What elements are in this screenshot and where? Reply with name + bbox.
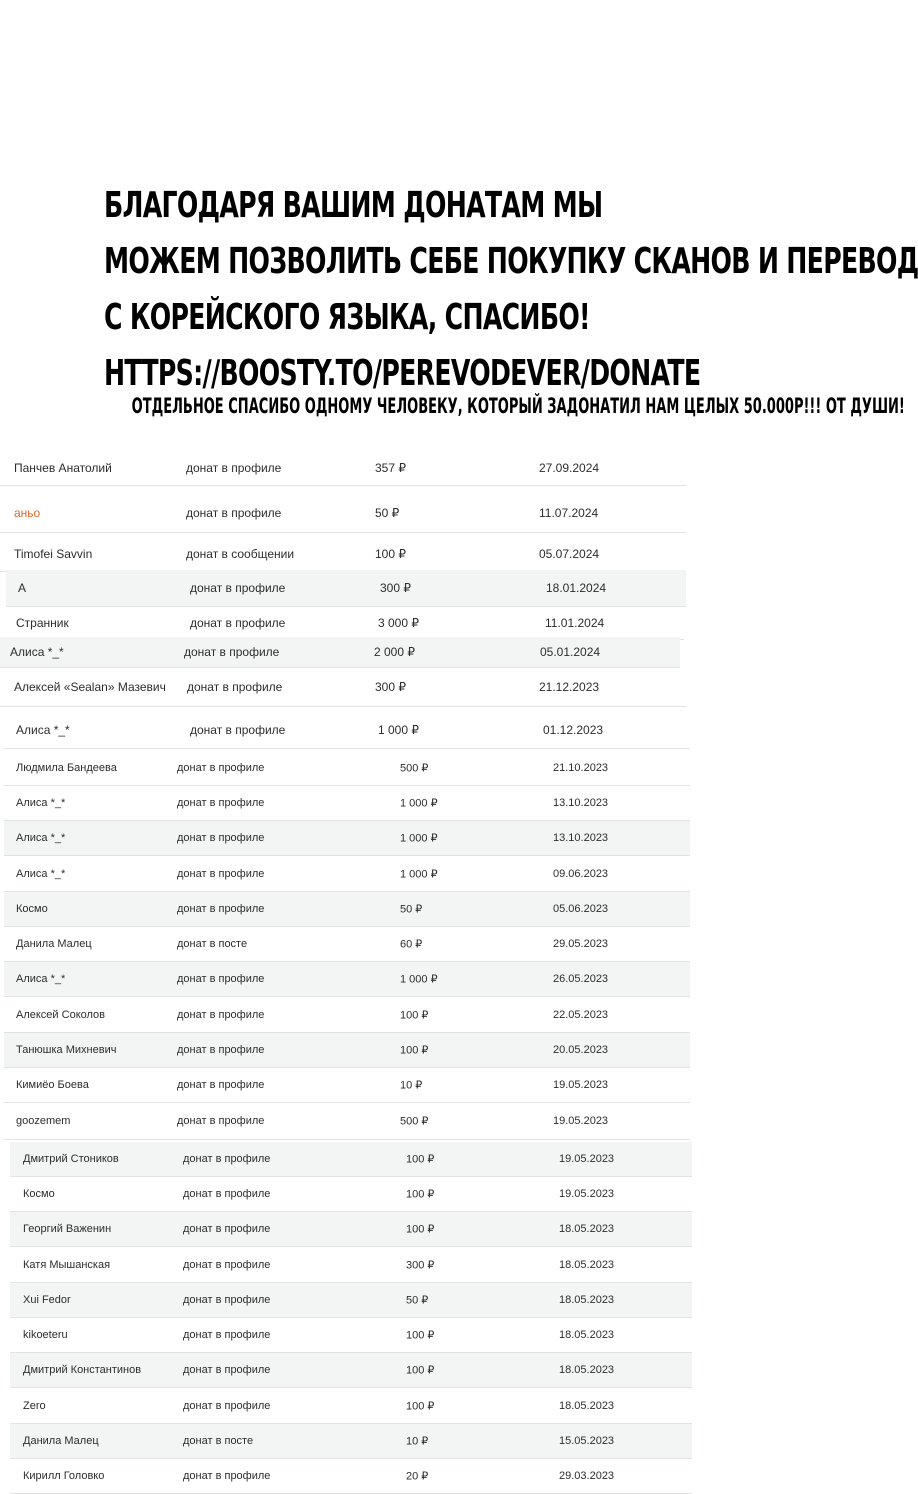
donation-date: 22.05.2023: [553, 1009, 609, 1021]
donation-amount: 500 ₽: [400, 762, 429, 775]
donation-type: донат в посте: [183, 1435, 254, 1447]
row-divider: [4, 855, 690, 856]
donation-row: [10, 1353, 692, 1387]
donation-amount: 10 ₽: [406, 1435, 429, 1448]
donation-type: донат в профиле: [186, 461, 282, 475]
donation-row: [4, 1033, 690, 1067]
donation-date: 21.10.2023: [553, 762, 609, 774]
donation-date: 19.05.2023: [553, 1115, 609, 1127]
donation-row: [4, 751, 690, 785]
donor-name: Катя Мышанская: [23, 1259, 111, 1271]
donor-name: аньо: [14, 506, 41, 520]
donation-row: [0, 637, 680, 667]
donation-type: донат в профиле: [183, 1364, 271, 1376]
donation-date: 18.05.2023: [559, 1259, 615, 1271]
headline-line-2: МОЖЕМ ПОЗВОЛИТЬ СЕБЕ ПОКУПКУ СКАНОВ И ПЕРЕВОД: [103, 241, 918, 282]
donation-type: донат в профиле: [190, 723, 286, 737]
donation-type: донат в профиле: [177, 973, 265, 985]
donation-amount: 3 000 ₽: [378, 616, 419, 630]
donation-amount: 300 ₽: [375, 680, 406, 694]
donation-type: донат в профиле: [177, 797, 265, 809]
donation-row: [4, 1103, 690, 1139]
donation-row: [4, 927, 690, 961]
donor-name: Xui Fedor: [23, 1294, 71, 1306]
donation-date: 01.12.2023: [543, 723, 604, 737]
donation-row: [0, 494, 686, 532]
donation-type: донат в профиле: [177, 832, 265, 844]
donor-name: Кимиёо Боева: [16, 1079, 89, 1091]
donation-amount: 1 000 ₽: [378, 723, 419, 737]
donation-row: [4, 962, 690, 996]
donation-row: [4, 998, 690, 1032]
row-divider: [10, 1387, 692, 1388]
donation-row: [10, 1283, 692, 1317]
donation-amount: 100 ₽: [406, 1400, 435, 1413]
donation-date: 18.05.2023: [559, 1329, 615, 1341]
donation-row: [10, 1212, 692, 1246]
donation-date: 18.05.2023: [559, 1294, 615, 1306]
row-divider: [10, 1246, 692, 1247]
donation-type: донат в профиле: [177, 762, 265, 774]
donation-row: [10, 1318, 692, 1352]
donation-row: [4, 857, 690, 891]
donation-amount: 1 000 ₽: [400, 973, 438, 986]
donation-type: донат в профиле: [177, 1079, 265, 1091]
donation-type: донат в профиле: [184, 645, 280, 659]
donation-amount: 100 ₽: [406, 1329, 435, 1342]
donation-date: 20.05.2023: [553, 1044, 609, 1056]
donation-date: 13.10.2023: [553, 797, 609, 809]
donor-name: kikoeteru: [23, 1329, 68, 1341]
donation-date: 11.07.2024: [539, 506, 599, 520]
donation-type: донат в профиле: [183, 1470, 271, 1482]
donation-row: [10, 1459, 692, 1493]
donation-headline: [0, 178, 918, 402]
donation-date: 26.05.2023: [553, 973, 609, 985]
donation-amount: 300 ₽: [406, 1259, 435, 1272]
donor-name: Космо: [23, 1188, 55, 1200]
donor-name: Странник: [16, 616, 69, 630]
row-divider: [4, 748, 690, 749]
donation-date: 18.05.2023: [559, 1364, 615, 1376]
donation-type: донат в профиле: [183, 1329, 271, 1341]
donation-row: [0, 537, 686, 571]
donation-date: 27.09.2024: [539, 461, 600, 475]
donation-row: [10, 1389, 692, 1423]
donor-name: Алексей «Sealan» Мазевич: [14, 680, 166, 694]
donation-type: донат в профиле: [183, 1153, 271, 1165]
donation-row: [10, 1177, 692, 1211]
donation-type: донат в профиле: [183, 1400, 271, 1412]
donor-name: Данила Малец: [16, 938, 92, 950]
donor-name: Танюшка Михневич: [16, 1044, 117, 1056]
donation-amount: 100 ₽: [406, 1153, 435, 1166]
donor-name: Кирилл Головко: [23, 1470, 105, 1482]
donation-date: 09.06.2023: [553, 868, 609, 880]
donor-name: Алиса *_*: [16, 797, 66, 809]
donor-name: Дмитрий Константинов: [23, 1364, 142, 1376]
donation-amount: 10 ₽: [400, 1079, 423, 1092]
donation-type: донат в профиле: [190, 616, 286, 630]
donation-row: [4, 892, 690, 926]
donor-name: Timofei Savvin: [14, 547, 93, 561]
donor-name: Алиса *_*: [16, 723, 70, 737]
donation-amount: 100 ₽: [400, 1009, 429, 1022]
donation-type: донат в профиле: [177, 868, 265, 880]
donation-date: 05.07.2024: [539, 547, 600, 561]
donation-row: [4, 712, 690, 748]
donation-amount: 300 ₽: [380, 581, 411, 595]
donor-name: Алексей Соколов: [16, 1009, 106, 1021]
donation-date: 13.10.2023: [553, 832, 609, 844]
donor-name: Алиса *_*: [16, 973, 66, 985]
donation-amount: 1 000 ₽: [400, 832, 438, 845]
donation-date: 18.01.2024: [546, 581, 607, 595]
donation-amount: 1 000 ₽: [400, 868, 438, 881]
donation-date: 05.06.2023: [553, 903, 609, 915]
donor-name: Zero: [23, 1400, 46, 1412]
donation-row: [4, 786, 690, 820]
donation-amount: 2 000 ₽: [374, 645, 415, 659]
donation-type: донат в профиле: [183, 1259, 271, 1271]
donation-amount: 100 ₽: [406, 1188, 435, 1201]
donor-name: Георгий Важенин: [23, 1223, 112, 1235]
donation-type: донат в профиле: [177, 1044, 265, 1056]
donation-type: донат в профиле: [183, 1294, 271, 1306]
donation-type: донат в сообщении: [186, 547, 295, 561]
donation-amount: 100 ₽: [375, 547, 406, 561]
donor-name: Панчев Анатолий: [14, 461, 112, 475]
row-divider: [0, 706, 686, 707]
donation-amount: 100 ₽: [406, 1364, 435, 1377]
donation-row: [0, 451, 686, 485]
donation-amount: 60 ₽: [400, 938, 423, 951]
headline-line-1: БЛАГОДАРЯ ВАШИМ ДОНАТАМ МЫ: [103, 185, 603, 226]
donation-row: [10, 1248, 692, 1282]
donation-row: [6, 570, 686, 606]
donation-date: 19.05.2023: [559, 1153, 615, 1165]
donor-name: А: [18, 581, 27, 595]
row-divider: [0, 532, 686, 533]
donation-amount: 50 ₽: [400, 903, 423, 916]
donation-amount: 20 ₽: [406, 1470, 429, 1483]
donation-date: 21.12.2023: [539, 680, 600, 694]
donation-date: 15.05.2023: [559, 1435, 615, 1447]
donation-row: [10, 1142, 692, 1176]
donation-date: 05.01.2024: [540, 645, 601, 659]
row-divider: [4, 996, 690, 997]
donation-type: донат в профиле: [190, 581, 286, 595]
row-divider: [0, 485, 686, 486]
donation-date: 18.05.2023: [559, 1223, 615, 1235]
donor-name: Алиса *_*: [10, 645, 64, 659]
donor-name: Дмитрий Стоников: [23, 1153, 119, 1165]
donation-type: донат в профиле: [187, 680, 283, 694]
donor-name: Данила Малец: [23, 1435, 99, 1447]
donation-amount: 1 000 ₽: [400, 797, 438, 810]
donor-name: Алиса *_*: [16, 868, 66, 880]
donor-name: Космо: [16, 903, 48, 915]
donation-date: 19.05.2023: [553, 1079, 609, 1091]
donation-type: донат в профиле: [177, 903, 265, 915]
donation-amount: 50 ₽: [406, 1294, 429, 1307]
donor-name: goozemem: [16, 1115, 71, 1127]
special-thanks: ОТДЕЛЬНОЕ СПАСИБО ОДНОМУ ЧЕЛОВЕКУ, КОТОРЫЙ ЗАДОНАТИЛ НАМ ЦЕЛЫХ 50.000Р!!! ОТ ДУШИ!: [131, 394, 905, 418]
donation-date: 29.03.2023: [559, 1470, 615, 1482]
donor-name: Людмила Бандеева: [16, 762, 117, 774]
donation-row: [0, 668, 686, 706]
donation-type: донат в профиле: [177, 1009, 265, 1021]
donation-type: донат в профиле: [177, 1115, 265, 1127]
boosty-link[interactable]: HTTPS://BOOSTY.TO/PEREVODEVER/DONATE: [103, 353, 701, 394]
donation-amount: 50 ₽: [375, 506, 400, 520]
donor-name: Алиса *_*: [16, 832, 66, 844]
donation-date: 29.05.2023: [553, 938, 609, 950]
donation-row: [10, 1424, 692, 1458]
donation-date: 18.05.2023: [559, 1400, 615, 1412]
donation-amount: 500 ₽: [400, 1115, 429, 1128]
donation-amount: 100 ₽: [406, 1223, 435, 1236]
donation-type: донат в профиле: [186, 506, 282, 520]
headline-line-3: С КОРЕЙСКОГО ЯЗЫКА, СПАСИБО!: [103, 297, 590, 338]
donation-row: [4, 1068, 690, 1102]
donation-amount: 357 ₽: [375, 461, 406, 475]
donation-type: донат в посте: [177, 938, 248, 950]
donation-type: донат в профиле: [183, 1223, 271, 1235]
donation-type: донат в профиле: [183, 1188, 271, 1200]
donation-row: [4, 607, 684, 639]
donation-date: 11.01.2024: [545, 616, 605, 630]
donation-amount: 100 ₽: [400, 1044, 429, 1057]
donation-row: [4, 821, 690, 855]
donation-date: 19.05.2023: [559, 1188, 615, 1200]
row-divider: [4, 1139, 690, 1140]
